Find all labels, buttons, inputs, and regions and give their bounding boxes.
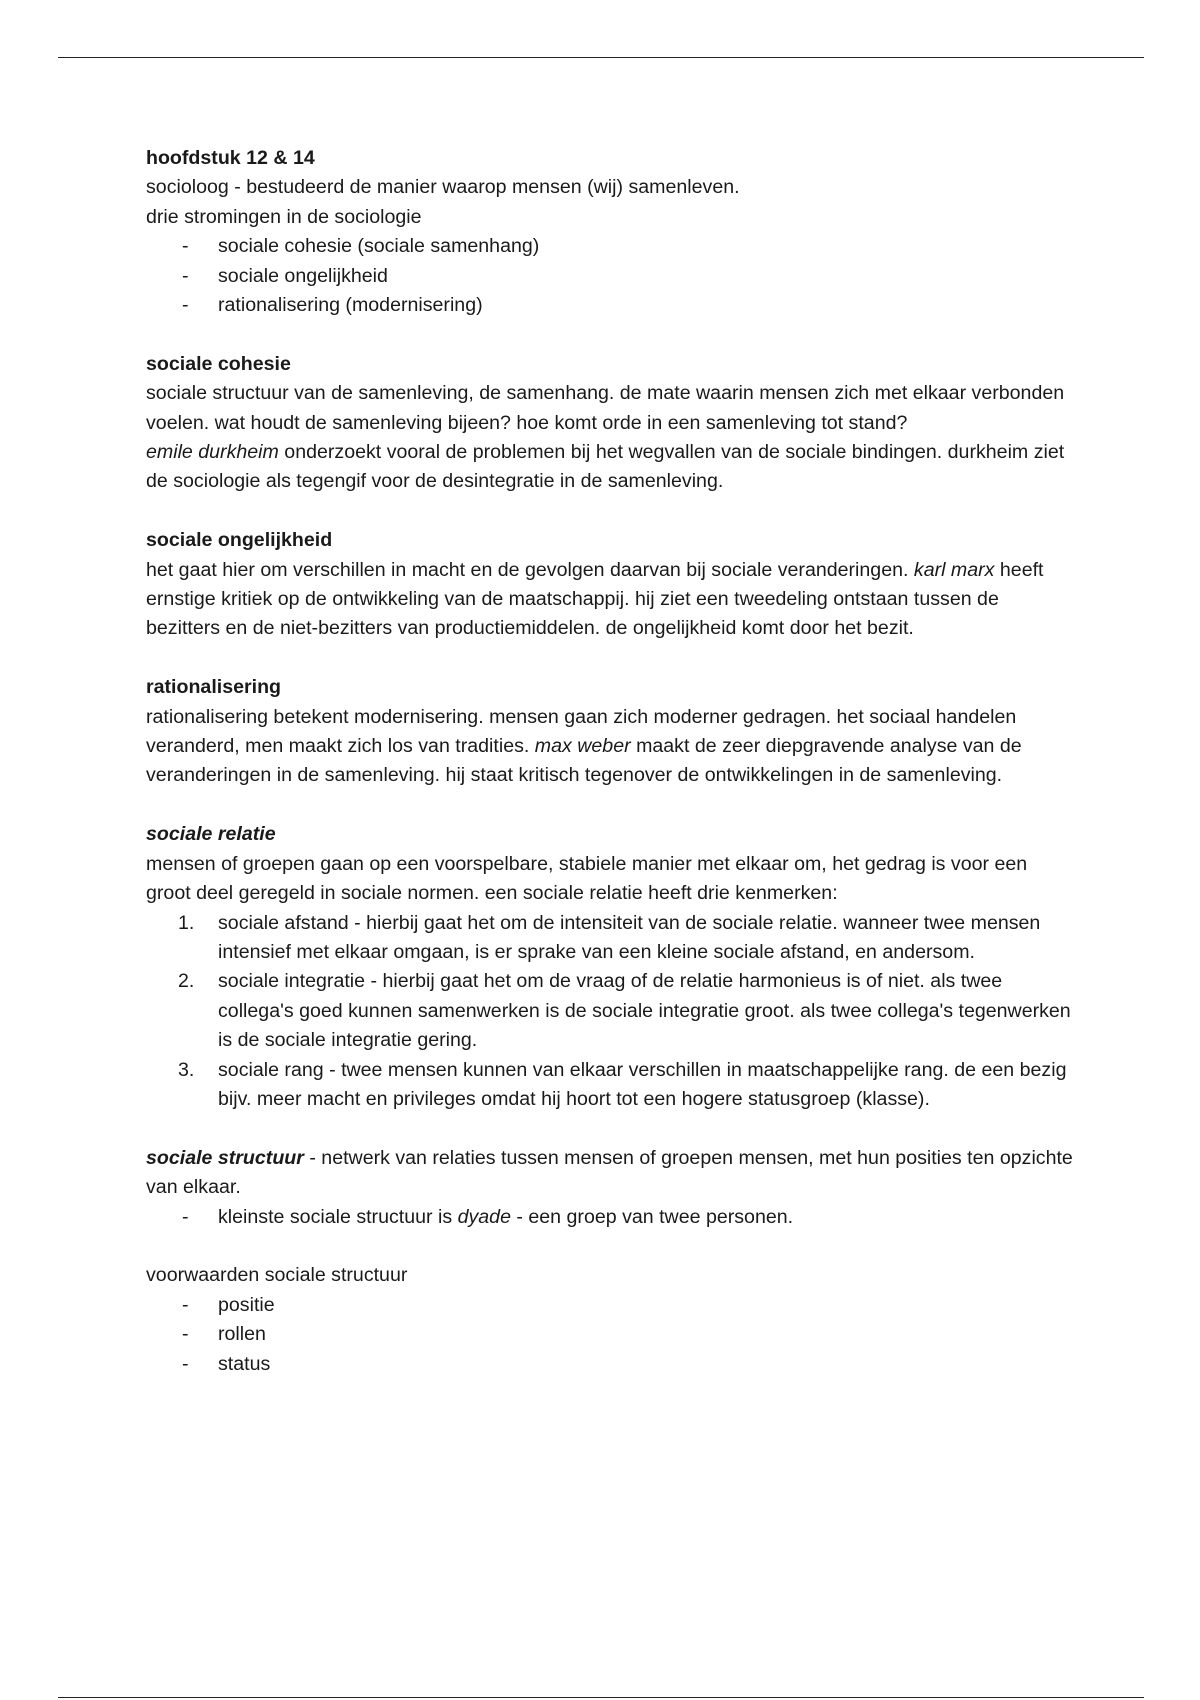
structuur-list bbox=[146, 1203, 1076, 1232]
bullet-dash: - bbox=[182, 264, 189, 287]
stromingen-list bbox=[146, 232, 1076, 320]
bullet-dash: - bbox=[182, 294, 189, 317]
section-heading-ongelijkheid: sociale ongelijkheid bbox=[146, 529, 333, 552]
list-number: 1. bbox=[178, 911, 195, 934]
list-item: 2. sociale integratie - hierbij gaat het om de vraag of de relatie harmonieus is of niet. als twee collega's goed kunnen samenwerken is de sociale integratie groot. als twee collega's tegenwerken is de sociale integratie gering. bbox=[146, 967, 1076, 1055]
voorwaarden-list bbox=[146, 1291, 1076, 1379]
bullet-dash: - bbox=[182, 1352, 189, 1375]
list-item: - sociale cohesie (sociale samenhang) bbox=[146, 232, 1076, 261]
list-item: - status bbox=[146, 1350, 1076, 1379]
document-body bbox=[146, 144, 1076, 1379]
term-sociale-structuur: sociale structuur bbox=[146, 1146, 304, 1169]
chapter-title: hoofdstuk 12 & 14 bbox=[146, 147, 315, 169]
person-name: karl marx bbox=[913, 558, 995, 581]
intro-line: drie stromingen in de sociologie bbox=[146, 205, 422, 228]
list-item: - kleinste sociale structuur is dyade - een groep van twee personen. bbox=[146, 1203, 1076, 1232]
list-item: 1. sociale afstand - hierbij gaat het om de intensiteit van de sociale relatie. wanneer twee mensen intensief met elkaar omgaan, is er sprake van een kleine sociale afstand, en andersom. bbox=[146, 909, 1076, 968]
paragraph: sociale structuur van de samenleving, de samenhang. de mate waarin mensen zich met elkaar verbonden voelen. wat houdt de samenleving bijeen? hoe komt orde in een samenleving tot stand? bbox=[146, 382, 1065, 434]
intro-line: socioloog - bestudeerd de manier waarop mensen (wij) samenleven. bbox=[146, 176, 740, 199]
term-dyade: dyade bbox=[457, 1205, 511, 1228]
footer-rule bbox=[58, 1697, 1144, 1698]
paragraph: het gaat hier om verschillen in macht en de gevolgen daarvan bij sociale veranderingen. karl marx heeft ernstige kritiek op de ontwikkeling van de maatschappij. hij ziet een tweedeling ontstaan tussen de bezitters en de niet-bezitters van productiemiddelen. de ongelijkheid komt door het bezit. bbox=[146, 558, 1044, 640]
list-item: - positie bbox=[146, 1291, 1076, 1320]
list-item: - rationalisering (modernisering) bbox=[146, 291, 1076, 320]
paragraph: emile durkheim onderzoekt vooral de problemen bij het wegvallen van de sociale bindingen. durkheim ziet de sociologie als tegengif voor de desintegratie in de samenleving. bbox=[146, 441, 1065, 493]
section-heading-rationalisering: rationalisering bbox=[146, 676, 282, 699]
list-item: - rollen bbox=[146, 1320, 1076, 1349]
list-item: 3. sociale rang - twee mensen kunnen van elkaar verschillen in maatschappelijke rang. de een bezig bijv. meer macht en privileges omdat hij hoort tot een hogere statusgroep (klasse). bbox=[146, 1056, 1076, 1115]
list-number: 2. bbox=[178, 970, 195, 993]
person-name: max weber bbox=[534, 735, 631, 758]
person-name: emile durkheim bbox=[146, 441, 279, 464]
section-heading-cohesie: sociale cohesie bbox=[146, 352, 291, 375]
bullet-dash: - bbox=[182, 1205, 189, 1228]
paragraph: rationalisering betekent modernisering. mensen gaan zich moderner gedragen. het sociaal handelen veranderd, men maakt zich los van tradities. max weber maakt de zeer diepgravende analyse van de veranderingen in de samenleving. hij staat kritisch tegenover de ontwikkelingen in de samenleving. bbox=[146, 705, 1022, 787]
voorwaarden-title: voorwaarden sociale structuur bbox=[146, 1264, 408, 1287]
list-number: 3. bbox=[178, 1058, 195, 1081]
bullet-dash: - bbox=[182, 1293, 189, 1316]
bullet-dash: - bbox=[182, 235, 189, 258]
bullet-dash: - bbox=[182, 1323, 189, 1346]
paragraph: mensen of groepen gaan op een voorspelbare, stabiele manier met elkaar om, het gedrag is voor een groot deel geregeld in sociale normen. een sociale relatie heeft drie kenmerken: bbox=[146, 852, 1028, 905]
kenmerken-list bbox=[146, 909, 1076, 1115]
paragraph: sociale structuur - netwerk van relaties tussen mensen of groepen mensen, met hun posities ten opzichte van elkaar. bbox=[146, 1146, 1073, 1199]
section-heading-relatie: sociale relatie bbox=[146, 823, 276, 846]
list-item: - sociale ongelijkheid bbox=[146, 262, 1076, 291]
header-rule bbox=[58, 57, 1144, 58]
